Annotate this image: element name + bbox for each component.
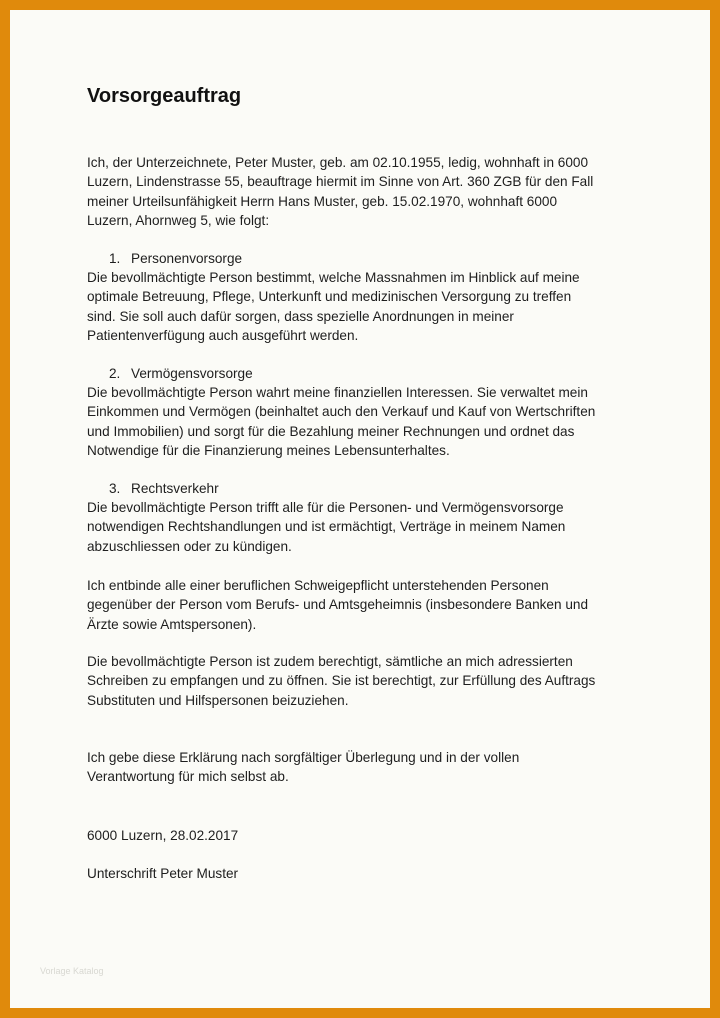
section-heading-rechtsverkehr [109,479,219,498]
paragraph-line: Ich gebe diese Erklärung nach sorgfältiger Überlegung und in der vollen [87,750,520,765]
section-title: Vermögensvorsorge [131,366,253,381]
watermark-text: Vorlage Katalog [40,966,104,976]
paragraph-line: Ich entbinde alle einer beruflichen Schweigepflicht unterstehenden Personen [87,578,549,593]
section-line: optimale Betreuung, Pflege, Unterkunft und medizinischen Versorgung zu treffen [87,289,572,305]
intro-line: meiner Urteilsunfähigkeit Herrn Hans Muster, geb. 15.02.1970, wohnhaft 6000 [87,193,558,209]
paragraph-line: Ärzte sowie Amtspersonen). [87,616,257,632]
signature-line: Unterschrift Peter Muster [87,866,239,881]
paragraph-line: Verantwortung für mich selbst ab. [87,769,289,785]
intro-line: Ich, der Unterzeichnete, Peter Muster, geb. am 02.10.1955, ledig, wohnhaft in 6000 [87,155,589,170]
section-body-vermoegensvorsorge [87,383,647,460]
section-line: Patientenverfügung auch ausgeführt werden. [87,327,359,343]
section-body-personenvorsorge [87,268,647,345]
section-number: 1. [109,251,121,266]
paragraph-line: Schreiben zu empfangen und zu öffnen. Sie ist berechtigt, zur Erfüllung des Auftrags [87,673,596,689]
declaration-paragraph [87,748,647,787]
confidentiality-paragraph [87,576,647,634]
intro-line: Luzern, Lindenstrasse 55, beauftrage hiermit im Sinne von Art. 360 ZGB für den Fall [87,174,594,190]
section-line: Notwendige für die Finanzierung meines Lebensunterhaltes. [87,442,450,458]
section-line: sind. Sie soll auch dafür sorgen, dass spezielle Anordnungen in meiner [87,308,514,324]
section-line: Die bevollmächtigte Person wahrt meine finanziellen Interessen. Sie verwaltet mein [87,385,588,400]
document-title: Vorsorgeauftrag [87,85,242,107]
section-line: Die bevollmächtigte Person trifft alle für die Personen- und Vermögensvorsorge [87,500,564,515]
place-date: 6000 Luzern, 28.02.2017 [87,828,239,843]
section-body-rechtsverkehr [87,498,647,556]
mail-paragraph [87,652,647,710]
section-line: abzuschliessen oder zu kündigen. [87,538,292,554]
section-number: 2. [109,366,121,381]
document-page [10,10,710,1008]
intro-line: Luzern, Ahornweg 5, wie folgt: [87,212,270,228]
section-heading-personenvorsorge [109,249,242,268]
paragraph-line: Substituten und Hilfspersonen beizuziehen. [87,692,349,708]
section-line: Die bevollmächtigte Person bestimmt, welche Massnahmen im Hinblick auf meine [87,270,580,285]
section-title: Personenvorsorge [131,251,243,266]
paragraph-line: gegenüber der Person vom Berufs- und Amtsgeheimnis (insbesondere Banken und [87,597,589,613]
intro-paragraph [87,153,647,230]
section-number: 3. [109,481,121,496]
section-line: Einkommen und Vermögen (beinhaltet auch den Verkauf und Kauf von Wertschriften [87,404,596,420]
section-heading-vermoegensvorsorge [109,364,253,383]
section-line: und Immobilien) und sorgt für die Bezahlung meiner Rechnungen und ordnet das [87,423,575,439]
paragraph-line: Die bevollmächtigte Person ist zudem berechtigt, sämtliche an mich adressierten [87,654,573,669]
section-title: Rechtsverkehr [131,481,219,496]
section-line: notwendigen Rechtshandlungen und ist ermächtigt, Verträge in meinem Namen [87,519,566,535]
